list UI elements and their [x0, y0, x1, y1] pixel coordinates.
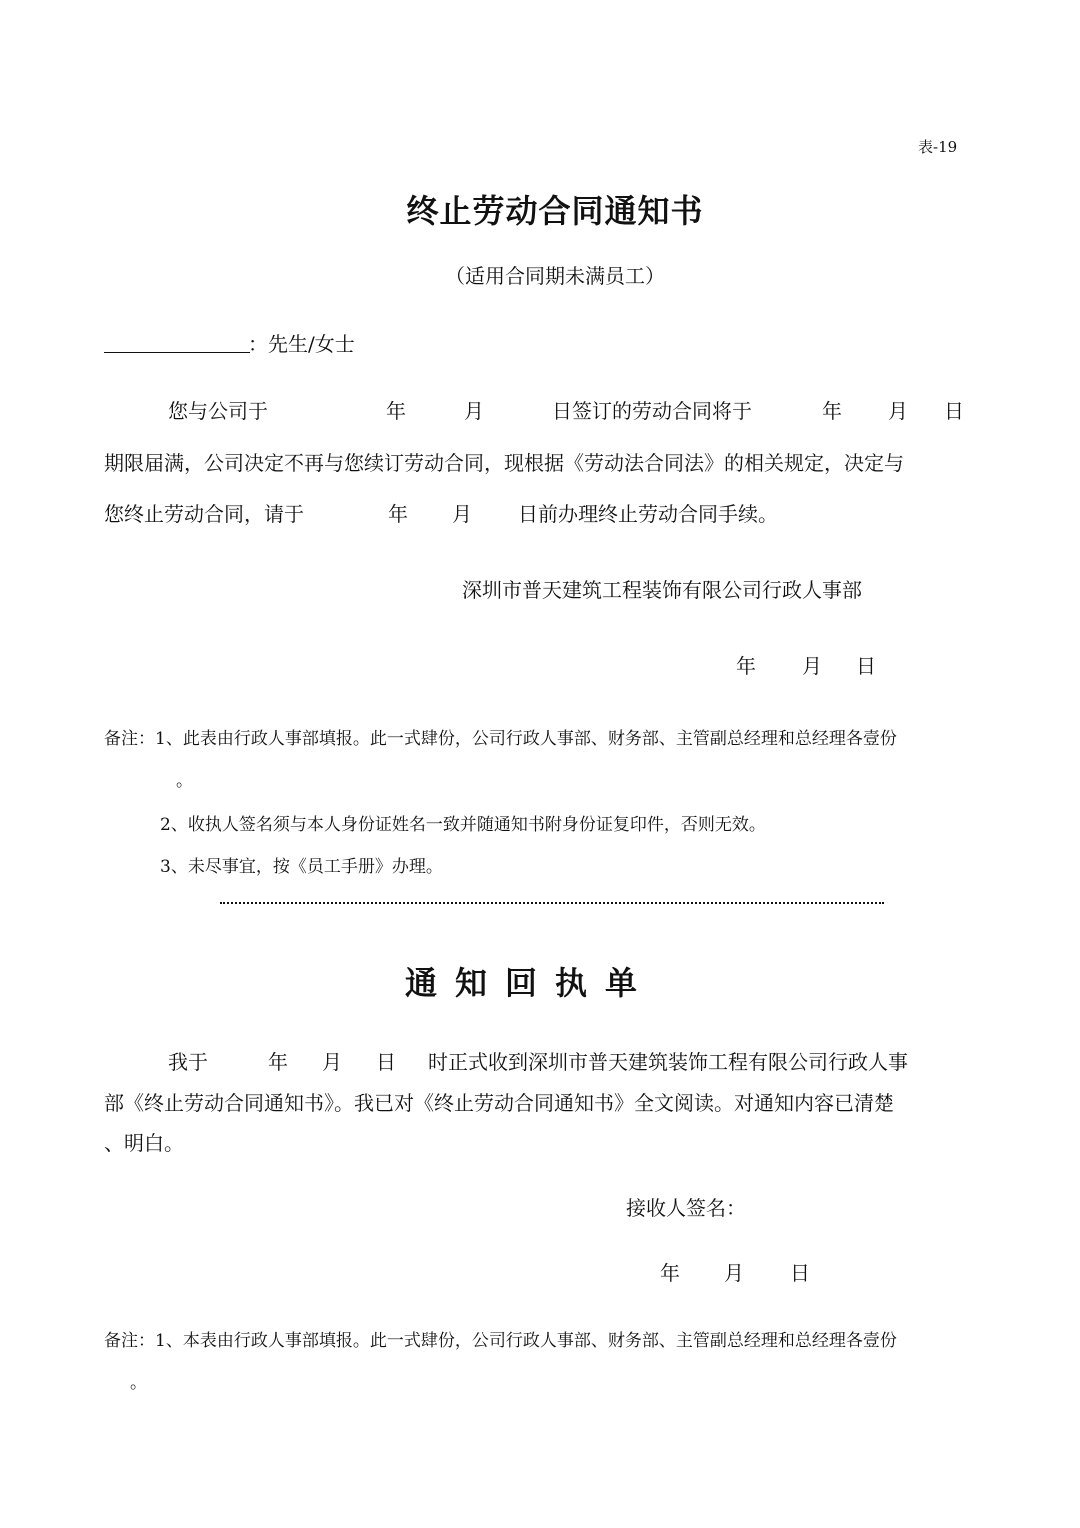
issue-date-month: 月	[802, 654, 822, 678]
para3-month: 月	[452, 502, 472, 526]
para3-day-rest: 日前办理终止劳动合同手续。	[518, 502, 778, 526]
receipt-remark: 备注：1、本表由行政人事部填报。此一式肆份，公司行政人事部、财务部、主管副总经理和总经理各壹份	[104, 1331, 897, 1351]
notice-subtitle: （适用合同期未满员工）	[445, 264, 665, 288]
form-number: 表-19	[918, 138, 958, 156]
recipient-name-blank[interactable]	[104, 352, 250, 353]
remark-item-1-end: 。	[176, 771, 193, 791]
para1-day-signed: 日签订的劳动合同将于	[552, 399, 752, 423]
para3-year: 年	[388, 502, 408, 526]
receipt-day: 日	[376, 1050, 396, 1074]
para3-intro: 您终止劳动合同，请于	[104, 502, 304, 526]
receipt-line3: 、明白。	[104, 1131, 184, 1155]
receipt-year: 年	[268, 1050, 288, 1074]
receipt-remark-end: 。	[130, 1373, 147, 1393]
receipt-date-month: 月	[724, 1261, 744, 1285]
para1-year2: 年	[822, 399, 842, 423]
issue-date-day: 日	[856, 654, 876, 678]
receipt-date-year: 年	[660, 1261, 680, 1285]
notice-title: 终止劳动合同通知书	[406, 192, 704, 230]
salutation: ：先生/女士	[248, 332, 355, 356]
receipt-title: 通知回执单	[404, 964, 655, 1002]
receipt-line2: 部《终止劳动合同通知书》。我已对《终止劳动合同通知书》全文阅读。对通知内容已清楚	[104, 1091, 894, 1115]
receipt-line1-rest: 时正式收到深圳市普天建筑装饰工程有限公司行政人事	[428, 1050, 908, 1074]
issue-date-year: 年	[736, 654, 756, 678]
remark-item-1: 备注：1、此表由行政人事部填报。此一式肆份，公司行政人事部、财务部、主管副总经理和总经理各壹份	[104, 729, 897, 749]
cut-line-divider	[220, 902, 884, 904]
issuer-department: 深圳市普天建筑工程装饰有限公司行政人事部	[462, 578, 862, 602]
para1-year1: 年	[386, 399, 406, 423]
receipt-month: 月	[322, 1050, 342, 1074]
receipt-intro: 我于	[168, 1050, 208, 1074]
para2-text: 期限届满，公司决定不再与您续订劳动合同，现根据《劳动法合同法》的相关规定，决定与	[104, 451, 904, 475]
para1-day2: 日	[944, 399, 964, 423]
remark-item-3: 3、未尽事宜，按《员工手册》办理。	[160, 857, 443, 877]
para1-month1: 月	[464, 399, 484, 423]
para1-intro: 您与公司于	[168, 399, 268, 423]
para1-month2: 月	[888, 399, 908, 423]
receipt-date-day: 日	[790, 1261, 810, 1285]
signature-label: 接收人签名：	[626, 1196, 746, 1220]
remark-item-2: 2、收执人签名须与本人身份证姓名一致并随通知书附身份证复印件，否则无效。	[160, 815, 766, 835]
